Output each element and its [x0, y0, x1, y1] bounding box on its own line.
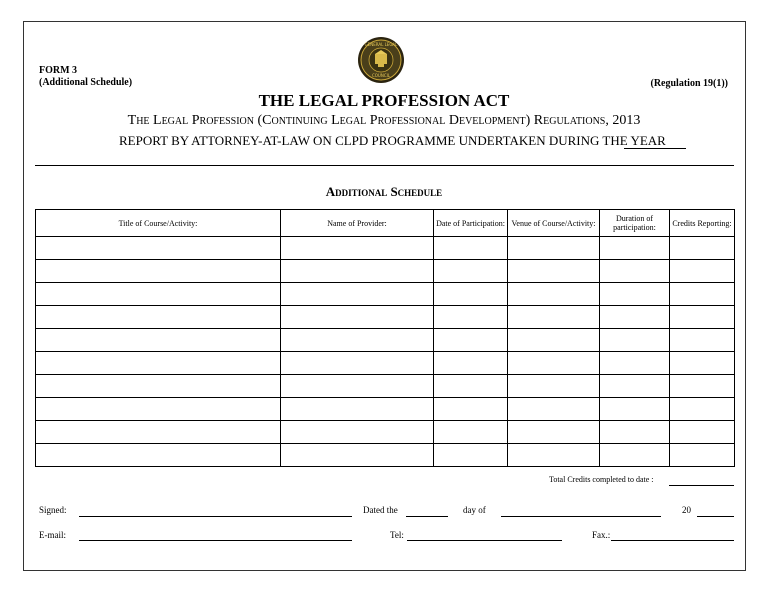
date-month-field[interactable]	[501, 516, 661, 517]
day-of-label: day of	[463, 505, 486, 515]
table-cell[interactable]	[36, 237, 281, 260]
table-cell[interactable]	[670, 283, 735, 306]
fax-field[interactable]	[611, 540, 734, 541]
table-row	[36, 306, 735, 329]
year-prefix: 20	[682, 505, 691, 515]
table-cell[interactable]	[281, 237, 434, 260]
table-cell[interactable]	[670, 237, 735, 260]
table-cell[interactable]	[434, 283, 508, 306]
table-cell[interactable]	[508, 398, 600, 421]
table-cell[interactable]	[434, 237, 508, 260]
tel-field[interactable]	[407, 540, 562, 541]
table-cell[interactable]	[434, 260, 508, 283]
email-label: E-mail:	[39, 530, 66, 540]
fax-label: Fax.:	[592, 530, 611, 540]
table-cell[interactable]	[434, 375, 508, 398]
table-row	[36, 375, 735, 398]
table-cell[interactable]	[670, 444, 735, 467]
table-cell[interactable]	[670, 375, 735, 398]
table-cell[interactable]	[36, 329, 281, 352]
table-cell[interactable]	[600, 375, 670, 398]
table-cell[interactable]	[281, 283, 434, 306]
regulation-ref: (Regulation 19(1))	[650, 78, 728, 89]
table-cell[interactable]	[281, 352, 434, 375]
table-cell[interactable]	[434, 306, 508, 329]
table-cell[interactable]	[281, 306, 434, 329]
table-cell[interactable]	[36, 306, 281, 329]
table-cell[interactable]	[36, 398, 281, 421]
table-cell[interactable]	[508, 306, 600, 329]
header-provider: Name of Provider:	[281, 210, 434, 237]
table-cell[interactable]	[508, 421, 600, 444]
header-credits: Credits Reporting:	[670, 210, 735, 237]
table-cell[interactable]	[36, 444, 281, 467]
table-cell[interactable]	[281, 375, 434, 398]
table-cell[interactable]	[670, 329, 735, 352]
table-cell[interactable]	[508, 444, 600, 467]
regulations-subtitle: The Legal Profession (Continuing Legal Professional Development) Regulations, 2013	[127, 113, 641, 128]
schedule-table	[35, 209, 735, 467]
signature-field[interactable]	[79, 516, 352, 517]
table-cell[interactable]	[281, 444, 434, 467]
table-row	[36, 237, 735, 260]
email-field[interactable]	[79, 540, 352, 541]
divider	[35, 165, 734, 166]
table-row	[36, 444, 735, 467]
table-cell[interactable]	[670, 352, 735, 375]
table-cell[interactable]	[36, 283, 281, 306]
table-cell[interactable]	[281, 398, 434, 421]
table-cell[interactable]	[508, 260, 600, 283]
total-credits-field[interactable]	[669, 485, 734, 486]
table-cell[interactable]	[670, 306, 735, 329]
table-cell[interactable]	[508, 375, 600, 398]
header-title: Title of Course/Activity:	[36, 210, 281, 237]
table-row	[36, 398, 735, 421]
table-cell[interactable]	[600, 260, 670, 283]
table-cell[interactable]	[434, 329, 508, 352]
table-cell[interactable]	[508, 237, 600, 260]
date-day-field[interactable]	[406, 516, 448, 517]
table-cell[interactable]	[508, 329, 600, 352]
form-number: FORM 3	[39, 65, 78, 76]
form-subtitle: (Additional Schedule)	[39, 77, 133, 88]
table-header-row	[36, 210, 735, 237]
header-venue: Venue of Course/Activity:	[508, 210, 600, 237]
report-line: REPORT BY ATTORNEY-AT-LAW ON CLPD PROGRAMME UNDERTAKEN DURING THE YEAR	[119, 133, 666, 148]
table-cell[interactable]	[508, 352, 600, 375]
schedule-title: Additional Schedule	[325, 184, 443, 199]
table-cell[interactable]	[508, 283, 600, 306]
signed-label: Signed:	[39, 505, 67, 515]
table-cell[interactable]	[434, 421, 508, 444]
dated-label: Dated the	[363, 505, 398, 515]
table-cell[interactable]	[36, 375, 281, 398]
act-title: THE LEGAL PROFESSION ACT	[258, 91, 510, 110]
year-field[interactable]	[624, 148, 686, 149]
table-cell[interactable]	[36, 352, 281, 375]
table-cell[interactable]	[600, 352, 670, 375]
table-row	[36, 260, 735, 283]
table-cell[interactable]	[670, 260, 735, 283]
table-cell[interactable]	[600, 283, 670, 306]
svg-text:GENERAL LEGAL: GENERAL LEGAL	[364, 42, 398, 47]
svg-text:COUNCIL: COUNCIL	[371, 73, 391, 78]
table-cell[interactable]	[36, 260, 281, 283]
table-row	[36, 352, 735, 375]
table-cell[interactable]	[281, 421, 434, 444]
table-cell[interactable]	[600, 306, 670, 329]
form-number-block	[39, 65, 132, 89]
table-cell[interactable]	[670, 398, 735, 421]
header-date: Date of Participation:	[434, 210, 508, 237]
table-cell[interactable]	[600, 329, 670, 352]
table-cell[interactable]	[36, 421, 281, 444]
tel-label: Tel:	[390, 530, 404, 540]
table-cell[interactable]	[434, 444, 508, 467]
table-cell[interactable]	[281, 260, 434, 283]
table-cell[interactable]	[670, 421, 735, 444]
total-credits-label: Total Credits completed to date :	[549, 475, 654, 484]
table-cell[interactable]	[600, 237, 670, 260]
table-cell[interactable]	[434, 352, 508, 375]
table-cell[interactable]	[281, 329, 434, 352]
date-year-field[interactable]	[697, 516, 734, 517]
table-row	[36, 329, 735, 352]
table-cell[interactable]	[600, 398, 670, 421]
table-row	[36, 421, 735, 444]
header-duration: Duration of participation:	[600, 210, 670, 237]
table-cell[interactable]	[600, 444, 670, 467]
council-seal-logo	[357, 36, 405, 84]
table-cell[interactable]	[434, 398, 508, 421]
table-cell[interactable]	[600, 421, 670, 444]
table-row	[36, 283, 735, 306]
